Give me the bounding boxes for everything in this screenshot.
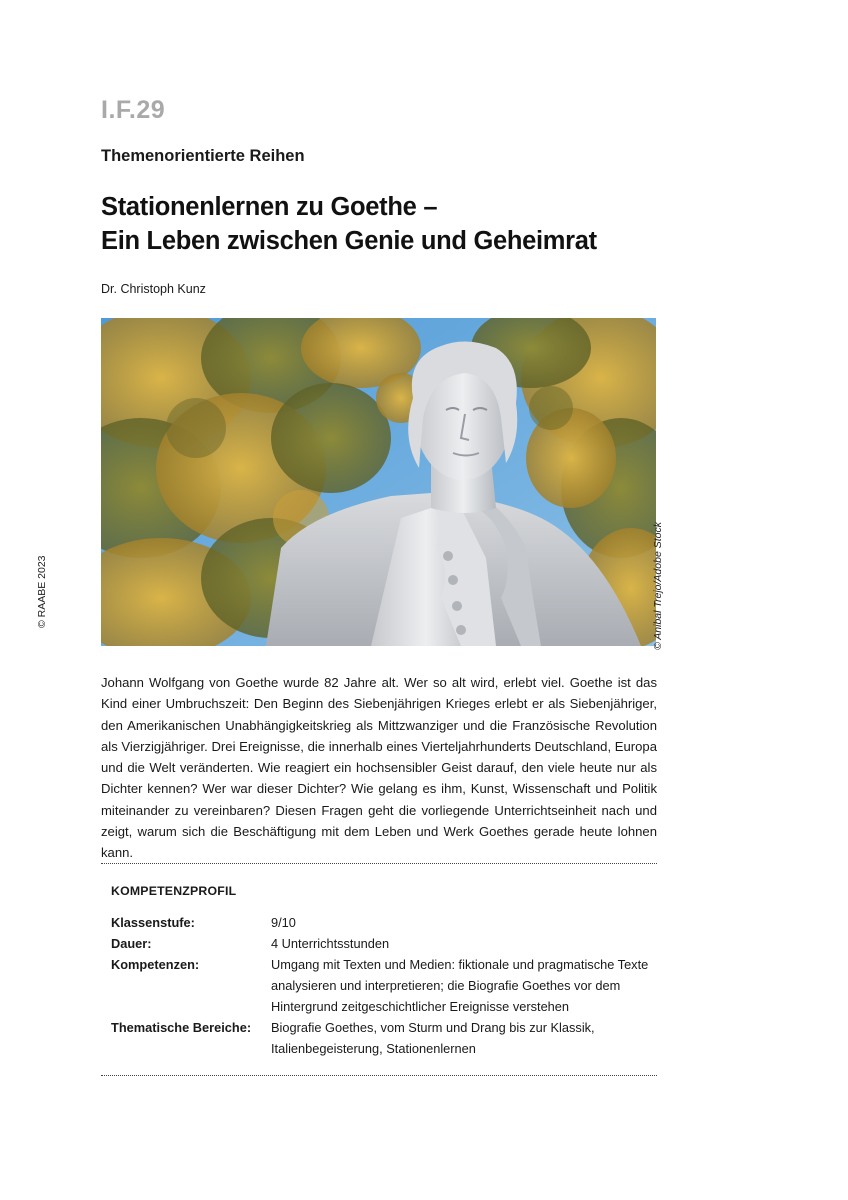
image-credit: © Anibal Trejo/Adobe Stock — [652, 522, 664, 650]
profile-value: 4 Unterrichtsstunden — [271, 936, 390, 951]
page-title — [101, 190, 597, 258]
profile-row — [111, 933, 651, 954]
profile-label: Klassenstufe: — [111, 915, 195, 930]
profile-value: 9/10 — [271, 915, 296, 930]
profile-label: Thematische Bereiche: — [111, 1020, 252, 1035]
dotted-divider-top — [101, 863, 657, 864]
title-line-1: Stationenlernen zu Goethe – — [101, 193, 438, 221]
profile-row — [111, 1017, 651, 1059]
profile-heading: KOMPETENZPROFIL — [111, 884, 237, 898]
author: Dr. Christoph Kunz — [101, 282, 206, 296]
profile-label: Kompetenzen: — [111, 957, 200, 972]
title-line-2: Ein Leben zwischen Genie und Geheimrat — [101, 227, 597, 255]
side-copyright: © RAABE 2023 — [36, 555, 48, 628]
unit-code: I.F.29 — [101, 96, 166, 124]
profile-row — [111, 912, 651, 933]
intro-paragraph: Johann Wolfgang von Goethe wurde 82 Jahre alt. Wer so alt wird, erlebt viel. Goethe ist das Kind einer Umbruchszeit: Den Beginn des Siebenjährigen Krieges erlebt er als Siebenjähriger, den Amerikanischen Unabhängigkeitskrieg als Mittzwanziger und die Französische Revolution als Vierzigjähriger. Drei Ereignisse, die innerhalb eines Vierteljahrhunderts Deutschland, Europa und die Welt veränderten. Wie reagiert ein hochsensibler Geist darauf, den viele heute nur als Dichter kennen? Wer war dieser Dichter? Wie gelang es ihm, Kunst, Wissenschaft und Politik miteinander zu vereinbaren? Diesen Fragen geht die vorliegende Unterrichtseinheit nach und zeigt, warum sich die Beschäftigung mit dem Leben und Werk Goethes gerade heute lohnen kann. — [101, 675, 657, 861]
dotted-divider-bottom — [101, 1075, 657, 1076]
series-title: Themenorientierte Reihen — [101, 147, 305, 165]
competence-profile — [111, 884, 651, 1059]
profile-value: Umgang mit Texten und Medien: fiktionale und pragmatische Texte analysieren und interpretieren; die Biografie Goethes vor dem Hintergrund zeitgeschichtlicher Ereignisse verstehen — [271, 957, 649, 1014]
goethe-statue-photo — [101, 318, 656, 646]
profile-label: Dauer: — [111, 936, 152, 951]
profile-row — [111, 954, 651, 1017]
profile-value: Biografie Goethes, vom Sturm und Drang bis zur Klassik, Italienbegeisterung, Stationenlernen — [271, 1020, 595, 1056]
